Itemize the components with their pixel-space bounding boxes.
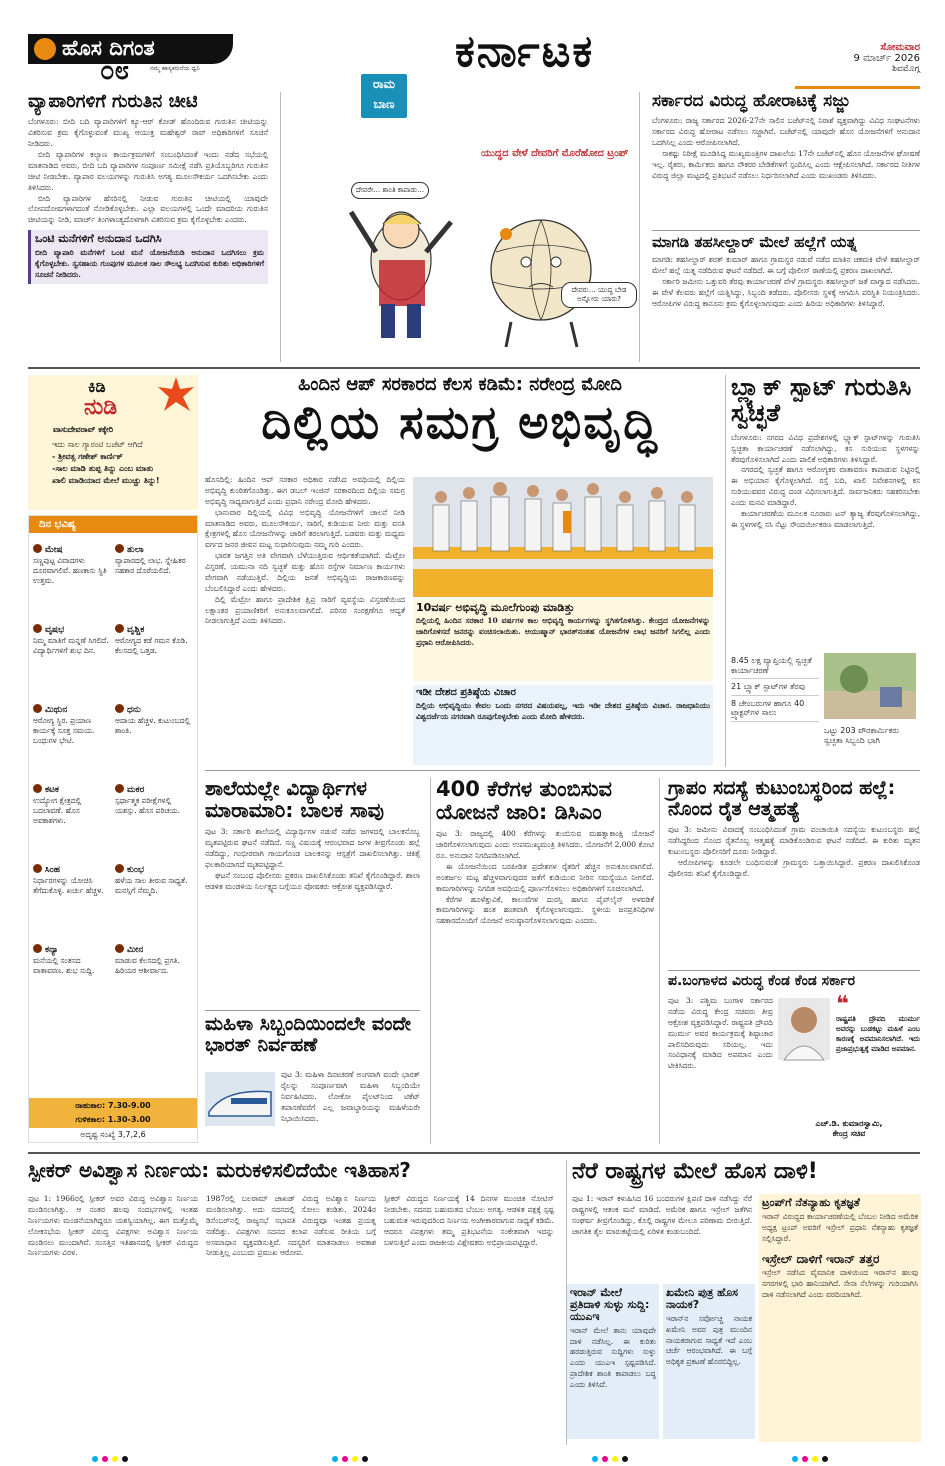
paragraph: ದಿಲ್ಲಿಯ ಅಭಿವೃದ್ಧಿಯು ಕೇವಲ ಒಂದು ನಗರದ ವಿಷಯವಲ್ಲ, ಇದು ಇಡೀ ದೇಶದ ಪ್ರತಿಷ್ಠೆಯ ವಿಚಾರ. ರಾಜಧಾನಿಯು ವಿಶ್ವದರ್ಜೆಯ ನಗರವಾಗಿ ರೂಪುಗೊಳ್ಳಬೇಕು ಎಂದು ಮೋದಿ ಹೇಳಿದರು. — [416, 700, 710, 721]
paragraph: ಪುಟ 3: ಜಮೀನು ವಿವಾದಕ್ಕೆ ಸಂಬಂಧಿಸಿದಂತೆ ಗ್ರಾಮ ಪಂಚಾಯಿತಿ ಸದಸ್ಯೆಯ ಕುಟುಂಬಸ್ಥರು ಹಲ್ಲೆ ನಡೆಸಿದ್ದರಿಂದ ನೊಂದ ರೈತನೊಬ್ಬ ಆತ್ಮಹತ್ಯೆ ಮಾಡಿಕೊಂಡಿರುವ ಘಟನೆ ನಡೆದಿದೆ. ಈ ಕುರಿತು ಮೃತನ ಕುಟುಂಬಸ್ಥರು ಪೊಲೀಸರಿಗೆ ದೂರು ನೀಡಿದ್ದಾರೆ. — [668, 825, 920, 856]
lead-col-1 — [205, 475, 405, 765]
paragraph: ಪುಟ 1: 1966ರಲ್ಲಿ ಸ್ಪೀಕರ್ ಅವರ ವಿರುದ್ಧ ಅವಿಶ್ವಾಸ ನಿರ್ಣಯ ಮಂಡಿಸಲಾಗಿತ್ತು. ಆ ನಂತರ ಹಲವು ಸಂದರ್ಭಗಳಲ್ಲಿ ಇಂತಹ ನಿರ್ಣಯಗಳು ಮಂಡನೆಯಾಗಿದ್ದರೂ ಯಶಸ್ವಿಯಾಗಿಲ್ಲ. ಈಗ ಮತ್ತೊಮ್ಮೆ ಲೋಕಸಭೆಯ ಸ್ಪೀಕರ್ ವಿರುದ್ಧ ವಿಪಕ್ಷಗಳು ಅವಿಶ್ವಾಸ ನಿರ್ಣಯ ಮಂಡಿಸಲು ಮುಂದಾಗಿವೆ. ಸಂಸತ್ತಿನ ಇತಿಹಾಸದಲ್ಲಿ ಸ್ಪೀಕರ್ ವಿರುದ್ಧದ ನಿರ್ಣಯಗಳು ವಿರಳ. — [28, 1194, 198, 1258]
rashi-item: ಧನು ಆದಾಯ ಹೆಚ್ಚಳ. ಕುಟುಂಬದಲ್ಲಿ ಶಾಂತಿ. — [115, 705, 191, 736]
box-title[interactable]: 10ವರ್ಷ ಅಭಿವೃದ್ಧಿ ಮೂಲೆಗುಂಪು ಮಾಡಿತ್ತು — [416, 601, 575, 614]
horoscope-title: ದಿನ ಭವಿಷ್ಯ — [29, 516, 197, 533]
paragraph: ಭಾರತ ಜಗತ್ತಿನ ಅತಿ ವೇಗವಾಗಿ ಬೆಳೆಯುತ್ತಿರುವ ಆರ್ಥಿಕತೆಯಾಗಿದೆ. ಮೆಟ್ರೋ ವಿಸ್ತರಣೆ, ಯಮುನಾ ನದಿ ಸ್ವಚ್ಛತೆ ಮತ್ತು ಹೊಸ ರಸ್ತೆಗಳ ನಿರ್ಮಾಣ ಕಾರ್ಯಗಳು ವೇಗವಾಗಿ ನಡೆಯುತ್ತಿವೆ. ದಿಲ್ಲಿಯ ಜನತೆ ಅಭಿವೃದ್ಧಿಯ ರಾಜಕಾರಣವನ್ನು ಬೆಂಬಲಿಸಿದ್ದಾರೆ ಎಂದು ಹೇಳಿದರು. — [205, 551, 405, 593]
paragraph: 1987ರಲ್ಲಿ ಬಲರಾಮ್ ಜಾಖಡ್ ವಿರುದ್ಧ ಅವಿಶ್ವಾಸ ನಿರ್ಣಯ ಮಂಡಿಸಲಾಗಿತ್ತು. ಅದು ಸದನದಲ್ಲಿ ಸೋಲು ಕಂಡಿತು. 2024ರ ಡಿಸೆಂಬರ್‌ನಲ್ಲಿ ರಾಜ್ಯಸಭೆ ಸಭಾಪತಿ ವಿರುದ್ಧವೂ ಇಂತಹ ಪ್ರಯತ್ನ ನಡೆದಿತ್ತು. ವಿಪಕ್ಷಗಳು ಸದನದ ಕಲಾಪ ನಡೆಸುವ ರೀತಿಯ ಬಗ್ಗೆ ಅಸಮಾಧಾನ ವ್ಯಕ್ತಪಡಿಸುತ್ತಿವೆ. ಸದಸ್ಯರಿಗೆ ಮಾತನಾಡಲು ಅವಕಾಶ ನೀಡುತ್ತಿಲ್ಲ ಎಂಬುದು ಪ್ರಮುಖ ಆರೋಪ. — [206, 1194, 376, 1258]
divider — [668, 970, 920, 971]
paragraph: ಬೀದಿ ವ್ಯಾಪಾರಿಗಳ ಕಲ್ಯಾಣ ಕಾರ್ಯಕ್ರಮಗಳಿಗೆ ಸಂಬಂಧಿಸಿದಂತೆ ಇಂದು ನಡೆದ ಸಭೆಯಲ್ಲಿ ಮಾತನಾಡಿದ ಅವರು, ಬೀದಿ ಬದಿ ವ್ಯಾಪಾರಿಗಳ ಸಂಪೂರ್ಣ ಸಮೀಕ್ಷೆ ನಡೆಸಿ ಪ್ರತಿಯೊಬ್ಬರಿಗೂ ಗುರುತಿನ ಚೀಟಿ ನೀಡಬೇಕು. ವ್ಯಾಪಾರ ವಲಯಗಳನ್ನು ಗುರುತಿಸಿ ಅಗತ್ಯ ಮೂಲಸೌಕರ್ಯ ಒದಗಿಸಬೇಕು ಎಂದು ತಿಳಿಸಿದರು. — [28, 150, 268, 192]
kidi-line: -ಸಾಲ ಮಾಡಿ ತುಪ್ಪ ತಿನ್ನು ಎಂಬ ಮಾತು — [52, 464, 154, 473]
lead-headline[interactable]: ದಿಲ್ಲಿಯ ಸಮಗ್ರ ಅಭಿವೃದ್ಧಿ — [261, 395, 659, 450]
rashi-item: ಕುಂಭ ಹಳೆಯ ಸಾಲ ತೀರುವ ಸಾಧ್ಯತೆ. ಮನಸ್ಸಿಗೆ ನೆಮ್ಮದಿ. — [115, 865, 188, 896]
nudi-title: ನುಡಿ — [84, 395, 118, 420]
story-protest — [652, 92, 920, 230]
headline[interactable]: ಮಾಗಡಿ ತಹಸೀಲ್ದಾರ್ ಮೇಲೆ ಹಲ್ಲೆಗೆ ಯತ್ನ — [652, 233, 857, 251]
paragraph: ಬೀದಿ ವ್ಯಾಪಾರಿಗಳ ಹೆಸರಿನಲ್ಲಿ ನೀಡುವ ಗುರುತಿನ ಚೀಟಿಯಲ್ಲಿ ಯಾವುದೇ ಲೋಪದೋಷಗಳಾಗದಂತೆ ನೋಡಿಕೊಳ್ಳಬೇಕು. ಎಲ್ಲಾ ವಲಯಗಳಲ್ಲಿ ಒಂದೇ ಮಾದರಿಯ ಗುರುತಿನ ಚೀಟಿಯನ್ನು ನೀಡಿ, ಮಾರ್ಚ್ ತಿಂಗಳಾಂತ್ಯದೊಳಗಾಗಿ ವಿತರಿಸುವ ಕ್ರಮ ಕೈಗೊಳ್ಳಬೇಕು ಎಂದರು. — [28, 193, 268, 225]
taurus-icon — [33, 624, 42, 633]
headline[interactable]: ನೆರೆ ರಾಷ್ಟ್ರಗಳ ಮೇಲೆ ಹೊಸ ದಾಳಿ! — [572, 1159, 818, 1184]
headline[interactable]: ಗ್ರಾಪಂ ಸದಸ್ಯೆ ಕುಟುಂಬಸ್ಥರಿಂದ ಹಲ್ಲೆ: ನೊಂದ ರೈತ ಆತ್ಮಹತ್ಯೆ — [668, 777, 896, 820]
paragraph: ಮಾಗಡಿ: ತಹಸೀಲ್ದಾರ್ ಶರತ್ ಕುಮಾರ್ ಹಾಗೂ ಗ್ರಾಮಸ್ಥರ ನಡುವೆ ನಡೆದ ಮಾತಿನ ಚಕಮಕಿ ವೇಳೆ ತಹಸೀಲ್ದಾರ್ ಮೇಲೆ ಹಲ್ಲೆ ಯತ್ನ ನಡೆದಿರುವ ಘಟನೆ ನಡೆದಿದೆ. ಈ ಬಗ್ಗೆ ಪೊಲೀಸ್ ಠಾಣೆಯಲ್ಲಿ ಪ್ರಕರಣ ದಾಖಲಾಗಿದೆ. — [652, 255, 920, 276]
world-sidebar — [759, 1194, 921, 1442]
cartoon-panel — [280, 77, 640, 362]
kidi-line: ಖಾಲಿ ಮಾಡಿಯಾದ ಮೇಲೆ ಮುಚ್ಚು ತಿನ್ನು! — [52, 476, 160, 485]
scorpio-icon — [115, 624, 124, 633]
kidi-nudi-box — [28, 375, 198, 510]
minister-photo[interactable] — [778, 998, 830, 1060]
paragraph: ಬೀದಿ ವ್ಯಾಪಾರಿ ಮನೆಗಳಿಗೆ ಒಂಟಿ ಮನೆ ಯೋಜನೆಯಡಿ ಅನುದಾನ ಒದಗಿಸಲು ಕ್ರಮ ಕೈಗೊಳ್ಳಬೇಕು. ಸ್ವಸಹಾಯ ಗುಂಪುಗಳ ಮೂಲಕ ಸಾಲ ಸೌಲಭ್ಯ ಒದಗಿಸುವ ಕುರಿತು ಅಧಿಕಾರಿಗಳಿಗೆ ಸೂಚನೆ ನೀಡಿದರು. — [35, 248, 264, 279]
rahukala: ರಾಹುಕಾಲ: 7.30-9.00 — [75, 1101, 151, 1110]
leo-icon — [33, 864, 42, 873]
train-photo[interactable] — [205, 1072, 275, 1126]
story-street-vendors — [28, 92, 268, 362]
author: ವಾಸುದೇವರಾವ್ ಕಕ್ಕೇರಿ — [53, 425, 114, 434]
paragraph: ಇರಾನ್ ಮೇಲೆ ತಾನು ಯಾವುದೇ ದಾಳಿ ನಡೆಸಿಲ್ಲ. ಈ ಕುರಿತು ಹರಡುತ್ತಿರುವ ಸುದ್ದಿಗಳು ಸುಳ್ಳು ಎಂದು ಯುಎಇ ಸ್ಪಷ್ಟಪಡಿಸಿದೆ. ಪ್ರಾದೇಶಿಕ ಶಾಂತಿ ಕಾಪಾಡಲು ಬದ್ಧ ಎಂದು ತಿಳಿಸಿದೆ. — [570, 1325, 656, 1389]
cartoon-illustration — [281, 142, 641, 360]
lucky-number: ಅದೃಷ್ಟ ಸಂಖ್ಯೆ 3,7,2,6 — [80, 1130, 146, 1139]
box-title[interactable]: ಟ್ರಂಪ್‌ಗೆ ನೆತನ್ಯಾಹು ಕೃತಜ್ಞತೆ — [762, 1196, 860, 1209]
horoscope-left-col — [33, 544, 111, 1014]
story-world — [566, 1160, 920, 1445]
paragraph: ಕಾರ್ಯಾಚರಣೆಯ ಮೂಲಕ ನೂರಾರು ಟನ್ ತ್ಯಾಜ್ಯ ತೆರವುಗೊಳಿಸಲಾಗಿದ್ದು, ಈ ಸ್ಥಳಗಳಲ್ಲಿ ಸಸಿ ನೆಟ್ಟು ಸೌಂದರ್ಯೀಕರಣ ಮಾಡಲಾಗುತ್ತಿದೆ. — [731, 508, 920, 529]
paragraph: ಪುಟ 1: ಇರಾನ್ ಕಳುಹಿಸಿದ 16 ಬಂದರುಗಳ ಕ್ಷಿಪಣಿ ದಾಳಿ ನಡೆಸಿದ್ದು ನೆರೆ ರಾಷ್ಟ್ರಗಳಲ್ಲಿ ಆತಂಕ ಮನೆ ಮಾಡಿದೆ. ಅಮೆರಿಕ ಹಾಗೂ ಇಸ್ರೇಲ್ ಜತೆಗಿನ ಸಂಘರ್ಷ ತೀವ್ರಗೊಂಡಿದ್ದು, ಕೊಲ್ಲಿ ರಾಷ್ಟ್ರಗಳ ಮೇಲೂ ಪರಿಣಾಮ ಬೀರುತ್ತಿದೆ. ಜಾಗತಿಕ ತೈಲ ಮಾರುಕಟ್ಟೆಯಲ್ಲಿ ಏರಿಳಿತ ಕಂಡುಬಂದಿದೆ. — [572, 1194, 752, 1236]
lead-box-2 — [413, 685, 713, 765]
section-title: ಕರ್ನಾಟಕ — [455, 26, 595, 77]
lead-photo[interactable] — [413, 477, 713, 597]
rahukala-box — [29, 1098, 197, 1128]
headline[interactable]: ಬ್ಲ್ಯಾಕ್ ಸ್ಪಾಟ್ ಗುರುತಿಸಿ ಸ್ವಚ್ಛತೆ — [731, 373, 912, 427]
section-rule — [28, 1152, 920, 1154]
divider — [205, 1010, 420, 1011]
headline[interactable]: ಮಹಿಳಾ ಸಿಬ್ಬಂದಿಯಿಂದಲೇ ವಂದೇ ಭಾರತ್ ನಿರ್ವಹಣೆ — [205, 1013, 411, 1056]
virgo-icon — [33, 944, 42, 953]
fact-item: ಒಟ್ಟು 203 ಪೌರಕಾರ್ಮಿಕರು ಸ್ವಚ್ಛತಾ ಸಿಬ್ಬಂದಿ ಭಾಗಿ — [824, 726, 900, 745]
paragraph: ಬೆಂಗಳೂರು: ಬೀದಿ ಬದಿ ವ್ಯಾಪಾರಿಗಳಿಗೆ ಕ್ಯೂ-ಆರ್ ಕೋಡ್ ಹೊಂದಿರುವ ಗುರುತಿನ ಚೀಟಿಯನ್ನು ವಿತರಿಸುವ ಕ್ರಮ ಕೈಗೊಳ್ಳುವಂತೆ ಮುಖ್ಯ ಆಯುಕ್ತ ಮಹೇಶ್ವರ್ ರಾವ್ ಅಧಿಕಾರಿಗಳಿಗೆ ಸೂಚನೆ ನೀಡಿದರು. — [28, 117, 268, 149]
story-lakes — [430, 778, 660, 1144]
logo-emblem-icon — [34, 38, 56, 60]
date-block — [810, 42, 920, 86]
date: 9 ಮಾರ್ಚ್ 2026 — [853, 53, 920, 64]
story-black-spot — [725, 375, 920, 767]
paragraph: ನಗರದಲ್ಲಿ ಸ್ವಚ್ಛತೆ ಹಾಗೂ ಆರೋಗ್ಯಕರ ವಾತಾವರಣ ಕಾಪಾಡುವ ನಿಟ್ಟಿನಲ್ಲಿ ಈ ಅಭಿಯಾನ ಕೈಗೊಳ್ಳಲಾಗಿದೆ. ರಸ್ತೆ ಬದಿ, ಖಾಲಿ ನಿವೇಶನಗಳಲ್ಲಿ ಕಸ ಸುರಿಯುವವರ ವಿರುದ್ಧ ದಂಡ ವಿಧಿಸಲಾಗುತ್ತಿದೆ. ಸಾರ್ವಜನಿಕರು ಸಹಕರಿಸಬೇಕು ಎಂದು ಮನವಿ ಮಾಡಿದ್ದಾರೆ. — [731, 465, 920, 508]
rashi-item: ಮೇಷ ಸಣ್ಣಪುಟ್ಟ ವಿವಾದಗಳು ದೂರವಾಗಲಿವೆ. ಹಣಕಾಸು ಸ್ಥಿತಿ ಉತ್ತಮ. — [33, 545, 107, 586]
paragraph: ಈ ಯೋಜನೆಯಿಂದ ಬರಪೀಡಿತ ಪ್ರದೇಶಗಳ ರೈತರಿಗೆ ಹೆಚ್ಚಿನ ಅನುಕೂಲವಾಗಲಿದೆ. ಅಂತರ್ಜಲ ಮಟ್ಟ ಹೆಚ್ಚಳವಾಗುವುದರ ಜತೆಗೆ ಕುಡಿಯುವ ನೀರಿನ ಸಮಸ್ಯೆಯೂ ನೀಗಲಿದೆ. ಕಾಮಗಾರಿಗಳನ್ನು ನಿಗದಿತ ಅವಧಿಯಲ್ಲಿ ಪೂರ್ಣಗೊಳಿಸಲು ಅಧಿಕಾರಿಗಳಿಗೆ ಸೂಚಿಸಲಾಗಿದೆ. — [436, 861, 654, 893]
horoscope-box — [28, 515, 198, 1143]
box-title[interactable]: ಇರಾನ್ ಮೇಲೆ ಪ್ರತಿದಾಳಿ ಸುಳ್ಳು ಸುದ್ದಿ: ಯುಎಇ — [570, 1286, 650, 1323]
lead-story — [205, 375, 715, 767]
section-rule — [28, 367, 920, 369]
page-number: ೦೮ — [100, 56, 130, 86]
kidi-line: ಇದು ಸಾಲ ಗ್ಯಾರಂಟಿ ಬಜೆಟ್ ಆಗಿದೆ — [52, 440, 143, 449]
ramabana-badge: ರಾಮ ಬಾಣ — [361, 74, 407, 118]
paragraph: ಭಾನುವಾರ ದಿಲ್ಲಿಯಲ್ಲಿ ವಿವಿಧ ಅಭಿವೃದ್ಧಿ ಯೋಜನೆಗಳಿಗೆ ಚಾಲನೆ ನೀಡಿ ಮಾತನಾಡಿದ ಅವರು, ಮೂಲಸೌಕರ್ಯ, ಸಾರಿಗೆ, ಕುಡಿಯುವ ನೀರು ಮತ್ತು ವಸತಿ ಕ್ಷೇತ್ರಗಳಲ್ಲಿ ಹೊಸ ಯೋಜನೆಗಳನ್ನು ಜಾರಿಗೆ ತರಲಾಗುತ್ತಿದೆ. ಬಡವರು ಮತ್ತು ಮಧ್ಯಮ ವರ್ಗದ ಜನರ ಜೀವನ ಮಟ್ಟ ಸುಧಾರಿಸುವುದು ನಮ್ಮ ಗುರಿ ಎಂದರು. — [205, 507, 405, 550]
rashi-item: ವೃಷಭ ನಿಮ್ಮ ಮಾತಿಗೆ ಮನ್ನಣೆ ಸಿಗಲಿದೆ. ವಿದ್ಯಾರ್ಥಿಗಳಿಗೆ ಶುಭ ದಿನ. — [33, 625, 109, 656]
section-rule — [205, 770, 920, 771]
headline[interactable]: ಸ್ಪೀಕರ್ ಅವಿಶ್ವಾಸ ನಿರ್ಣಯ: ಮರುಕಳಿಸಲಿದೆಯೇ ಇತಿಹಾಸ? — [28, 1158, 411, 1182]
paragraph: ಬೆಂಗಳೂರು: ರಾಜ್ಯ ಸರ್ಕಾರದ 2026-27ನೇ ಸಾಲಿನ ಬಜೆಟ್‌ನಲ್ಲಿ ನಿರಾಶೆ ವ್ಯಕ್ತವಾಗಿದ್ದು ವಿವಿಧ ಸಂಘಟನೆಗಳು ಸರ್ಕಾರದ ವಿರುದ್ಧ ಹೋರಾಟ ನಡೆಸಲು ಸಜ್ಜಾಗಿವೆ. ಬಜೆಟ್‌ನಲ್ಲಿ ಯಾವುದೇ ಹೊಸ ಯೋಜನೆಗಳಿಗೆ ಅನುದಾನ ಒದಗಿಸಿಲ್ಲ ಎಂದು ಆರೋಪಿಸಲಾಗಿದೆ. — [652, 116, 920, 148]
fact-item: 8.45 ಲಕ್ಷ ವ್ಯಾಪ್ತಿಯಲ್ಲಿ ಸ್ವಚ್ಛತೆ ಕಾರ್ಯಾಚರಣೆ — [731, 653, 819, 679]
city: ಶಿವಮೊಗ್ಗ — [892, 64, 920, 74]
paragraph: ಬೆಂಗಳೂರು: ನಗರದ ವಿವಿಧ ಪ್ರದೇಶಗಳಲ್ಲಿ ಬ್ಲ್ಯಾಕ್ ಸ್ಪಾಟ್‌ಗಳನ್ನು ಗುರುತಿಸಿ ಸ್ವಚ್ಛತಾ ಕಾರ್ಯಾಚರಣೆ ನಡೆಸಲಾಗಿದ್ದು, ಕಸ ಸುರಿಯುವ ಸ್ಥಳಗಳನ್ನು ತೆರವುಗೊಳಿಸಲಾಗಿದೆ ಎಂದು ಪಾಲಿಕೆ ಅಧಿಕಾರಿಗಳು ತಿಳಿಸಿದ್ದಾರೆ. — [731, 432, 920, 464]
logo-block[interactable] — [28, 34, 233, 64]
aries-icon — [33, 544, 42, 553]
spark-icon — [158, 377, 194, 413]
paragraph: ಘಟನೆ ಸಂಬಂಧ ಪೊಲೀಸರು ಪ್ರಕರಣ ದಾಖಲಿಸಿಕೊಂಡು ತನಿಖೆ ಕೈಗೊಂಡಿದ್ದಾರೆ. ಶಾಲಾ ಆಡಳಿತ ಮಂಡಳಿಯ ನಿರ್ಲಕ್ಷ್ಯದ ಬಗ್ಗೆಯೂ ಪೋಷಕರು ಆಕ್ರೋಶ ವ್ಯಕ್ತಪಡಿಸಿದ್ದಾರೆ. — [205, 870, 420, 891]
paragraph: ಸರ್ಕಾರಿ ಜಮೀನು ಒತ್ತುವರಿ ತೆರವು ಕಾರ್ಯಾಚರಣೆ ವೇಳೆ ಗ್ರಾಮಸ್ಥರು ತಹಸೀಲ್ದಾರ್ ಜತೆ ವಾಗ್ವಾದ ನಡೆಸಿದರು. ಈ ವೇಳೆ ಕೆಲವರು ಹಲ್ಲೆಗೆ ಯತ್ನಿಸಿದ್ದು, ಸಿಬ್ಬಂದಿ ತಡೆದರು. ಪೊಲೀಸರು ಸ್ಥಳಕ್ಕೆ ಆಗಮಿಸಿ ಪರಿಸ್ಥಿತಿ ನಿಯಂತ್ರಿಸಿದರು. ಆರೋಪಿಗಳ ವಿರುದ್ಧ ಕಾನೂನು ಕ್ರಮ ಕೈಗೊಳ್ಳಲಾಗುವುದು ಎಂದು ಹಿರಿಯ ಅಧಿಕಾರಿಗಳು ತಿಳಿಸಿದ್ದಾರೆ. — [652, 276, 920, 308]
kidi-lines — [52, 439, 196, 487]
fact-item: 8 ಚೇಂಬರುಗಳ ಹಾಗೂ 40 ಟ್ರ್ಯಾಕ್ಟರ್‌ಗಳ ಸಾಲು — [731, 696, 819, 722]
paragraph: ಇರಾನ್‌ನ ಸರ್ವೋಚ್ಚ ನಾಯಕ ಖಮೇನಿ ಅವರ ಪುತ್ರ ಮುಂದಿನ ನಾಯಕರಾಗುವ ಸಾಧ್ಯತೆ ಇದೆ ಎಂಬ ಚರ್ಚೆ ಆರಂಭವಾಗಿದೆ. ಈ ಬಗ್ಗೆ ಅಧಿಕೃತ ಪ್ರಕಟಣೆ ಹೊರಬಿದ್ದಿಲ್ಲ. — [666, 1313, 752, 1367]
story-vande-bharat — [205, 1014, 420, 1144]
story-farmer — [668, 778, 920, 968]
logo-text: ಹೊಸ ದಿಗಂತ — [62, 36, 155, 60]
divider — [652, 230, 920, 231]
rashi-item: ಕಟಕ ಉದ್ಯೋಗ ಕ್ಷೇತ್ರದಲ್ಲಿ ಬದಲಾವಣೆ. ಹೊಸ ಅವಕಾಶಗಳು. — [33, 785, 82, 826]
fact-item: 21 ಬ್ಲ್ಯಾಕ್ ಸ್ಪಾಟ್‌ಗಳ ತೆರವು — [731, 679, 819, 696]
box-title[interactable]: ಇಸ್ರೇಲ್ ದಾಳಿಗೆ ಇರಾನ್ ತತ್ತರ — [762, 1251, 880, 1266]
subhead-box — [28, 230, 268, 284]
paragraph: ಪುಟ 3: ಮಹಿಳಾ ದಿನಾಚರಣೆ ಅಂಗವಾಗಿ ವಂದೇ ಭಾರತ್ ರೈಲನ್ನು ಸಂಪೂರ್ಣವಾಗಿ ಮಹಿಳಾ ಸಿಬ್ಬಂದಿಯೇ ನಿರ್ವಹಿಸಿದರು. ಲೋಕೋ ಪೈಲಟ್‌ನಿಂದ ಟಿಕೆಟ್ ತಪಾಸಣೆವರೆಗೆ ಎಲ್ಲ ಜವಾಬ್ದಾರಿಯನ್ನು ಮಹಿಳೆಯರೇ ನಿಭಾಯಿಸಿದರು. — [281, 1070, 420, 1123]
horoscope-right-col — [115, 544, 193, 1014]
masthead — [0, 0, 945, 92]
paragraph: ಸ್ಪೀಕರ್ ವಿರುದ್ಧದ ನಿರ್ಣಯಕ್ಕೆ 14 ದಿನಗಳ ಮುಂಚಿತ ನೋಟಿಸ್ ನೀಡಬೇಕು. ಸದನದ ಬಹುಮತದ ಬೆಂಬಲ ಅಗತ್ಯ. ಆಡಳಿತ ಪಕ್ಷಕ್ಕೆ ಸ್ಪಷ್ಟ ಬಹುಮತ ಇರುವುದರಿಂದ ನಿರ್ಣಯ ಅಂಗೀಕಾರವಾಗುವ ಸಾಧ್ಯತೆ ಕಡಿಮೆ. ಆದರೂ ವಿಪಕ್ಷಗಳು ತಮ್ಮ ಪ್ರತಿಭಟನೆಯ ಸಂಕೇತವಾಗಿ ಇದನ್ನು ಬಳಸುತ್ತಿವೆ ಎಂದು ರಾಜಕೀಯ ವಿಶ್ಲೇಷಕರು ಅಭಿಪ್ರಾಯಪಟ್ಟಿದ್ದಾರೆ. — [384, 1194, 554, 1247]
aquarius-icon — [115, 864, 124, 873]
rashi-item: ಮೀನ ಮಾಡುವ ಕೆಲಸದಲ್ಲಿ ಪ್ರಗತಿ. ಹಿರಿಯರ ಆಶೀರ್ವಾದ. — [115, 945, 180, 976]
rashi-item: ಕನ್ಯಾ ಮನೆಯಲ್ಲಿ ಸಂತಸದ ವಾತಾವರಣ. ಶುಭ ಸುದ್ದಿ. — [33, 945, 95, 976]
gemini-icon — [33, 704, 42, 713]
kidi-line: - ಶ್ರೀವತ್ಸ ಗಣೇಶ್ ಕಾರ್ಣಿಕ್ — [52, 452, 123, 461]
paragraph: ದಿಲ್ಲಿಯಲ್ಲಿ ಹಿಂದಿನ ಸರಕಾರ 10 ವರ್ಷಗಳ ಕಾಲ ಅಭಿವೃದ್ಧಿ ಕಾರ್ಯಗಳನ್ನು ಸ್ಥಗಿತಗೊಳಿಸಿತ್ತು. ಕೇಂದ್ರದ ಯೋಜನೆಗಳನ್ನು ಜಾರಿಗೊಳಿಸದೆ ಜನರನ್ನು ವಂಚಿಸಲಾಯಿತು. ಆಯುಷ್ಮಾನ್ ಭಾರತ್‌ನಂತಹ ಯೋಜನೆಗಳ ಲಾಭ ಜನರಿಗೆ ಸಿಗಲಿಲ್ಲ ಎಂದು ಪ್ರಧಾನಿ ಆರೋಪಿಸಿದರು. — [416, 615, 710, 647]
quote-author: ಎಚ್.ಡಿ. ಕುಮಾರಸ್ವಾಮಿ, ಕೇಂದ್ರ ಸಚಿವ — [815, 1119, 883, 1138]
fact-list — [731, 653, 819, 722]
logo-tag: ನಮ್ಮ ಹಾಸ್ಯಕರುನೆಯ ಧ್ವನಿ — [150, 65, 200, 72]
headline[interactable]: 400 ಕೆರೆಗಳ ತುಂಬಿಸುವ ಯೋಜನೆ ಜಾರಿ: ಡಿಸಿಎಂ — [436, 777, 612, 824]
paragraph: ಪುಟ 3: ರಾಜ್ಯದಲ್ಲಿ 400 ಕೆರೆಗಳನ್ನು ತುಂಬಿಸುವ ಮಹತ್ವಾಕಾಂಕ್ಷಿ ಯೋಜನೆ ಜಾರಿಗೊಳಿಸಲಾಗುವುದು ಎಂದು ಉಪಮುಖ್ಯಮಂತ್ರಿ ತಿಳಿಸಿದರು. ಯೋಜನೆಗೆ 2,000 ಕೋಟಿ ರೂ. ಅನುದಾನ ನಿಗದಿಪಡಿಸಲಾಗಿದೆ. — [436, 829, 654, 861]
paragraph: ಕೆರೆಗಳ ಹೂಳೆತ್ತುವಿಕೆ, ಕಾಲುವೆಗಳ ದುರಸ್ತಿ ಹಾಗೂ ಪೈಪ್‌ಲೈನ್ ಅಳವಡಿಕೆ ಕಾಮಗಾರಿಗಳನ್ನು ಹಂತ ಹಂತವಾಗಿ ಕೈಗೊಳ್ಳಲಾಗುವುದು. ಸ್ಥಳೀಯ ಜನಪ್ರತಿನಿಧಿಗಳ ಸಹಕಾರದೊಂದಿಗೆ ಯೋಜನೆ ಅನುಷ್ಠಾನಗೊಳಿಸಲಾಗುವುದು ಎಂದರು. — [436, 894, 654, 926]
paragraph: ಹೊಸದಿಲ್ಲಿ: ಹಿಂದಿನ ಆಪ್ ಸರಕಾರ ಅಧಿಕಾರ ನಡೆಸಿದ ಅವಧಿಯಲ್ಲಿ ದಿಲ್ಲಿಯ ಅಭಿವೃದ್ಧಿ ಕುಂಠಿತಗೊಂಡಿತ್ತು. ಈಗ ಡಬಲ್ ಇಂಜಿನ್ ಸರಕಾರದಿಂದ ದಿಲ್ಲಿಯ ಸಮಗ್ರ ಅಭಿವೃದ್ಧಿ ಸಾಧ್ಯವಾಗುತ್ತಿದೆ ಎಂದು ಪ್ರಧಾನಿ ನರೇಂದ್ರ ಮೋದಿ ಹೇಳಿದರು. — [205, 475, 405, 506]
rashi-item: ಸಿಂಹ ನಿರ್ಧಾರಗಳನ್ನು ಯೋಚಿಸಿ ತೆಗೆದುಕೊಳ್ಳಿ. ಖರ್ಚು ಹೆಚ್ಚಳ. — [33, 865, 104, 896]
trump-figure — [351, 212, 451, 338]
world-box-1 — [567, 1284, 659, 1439]
story-speaker — [28, 1160, 558, 1445]
cancer-icon — [33, 784, 42, 793]
paragraph: ಆರೋಪಿಗಳನ್ನು ಕೂಡಲೇ ಬಂಧಿಸುವಂತೆ ಗ್ರಾಮಸ್ಥರು ಒತ್ತಾಯಿಸಿದ್ದಾರೆ. ಪ್ರಕರಣ ದಾಖಲಿಸಿಕೊಂಡ ಪೊಲೀಸರು ತನಿಖೆ ಕೈಗೊಂಡಿದ್ದಾರೆ. — [668, 857, 920, 878]
day: ಸೋಮವಾರ — [880, 42, 920, 53]
print-marks — [90, 1447, 850, 1457]
lead-box-1 — [413, 599, 713, 681]
kidi-title: ಕಿಡಿ — [88, 377, 106, 396]
box-title[interactable]: ಇಡೀ ದೇಶದ ಪ್ರತಿಷ್ಠೆಯ ವಿಚಾರ — [416, 687, 516, 698]
pisces-icon — [115, 944, 124, 953]
capricorn-icon — [115, 784, 124, 793]
sagittarius-icon — [115, 704, 124, 713]
rashi-item: ತುಲಾ ವ್ಯಾಪಾರದಲ್ಲಿ ಲಾಭ. ಸ್ನೇಹಿತರ ಸಹಕಾರ ದೊರೆಯಲಿದೆ. — [115, 545, 186, 576]
rashi-item: ಮಕರ ಸ್ಪರ್ಧಾತ್ಮಕ ಪರೀಕ್ಷೆಗಳಲ್ಲಿ ಯಶಸ್ಸು. ಹೊಸ ಪರಿಚಯ. — [115, 785, 180, 816]
paragraph: ಇರಾನ್ ವಿರುದ್ಧದ ಕಾರ್ಯಾಚರಣೆಯಲ್ಲಿ ಬೆಂಬಲ ನೀಡಿದ ಅಮೆರಿಕ ಅಧ್ಯಕ್ಷ ಟ್ರಂಪ್ ಅವರಿಗೆ ಇಸ್ರೇಲ್ ಪ್ರಧಾನಿ ನೆತನ್ಯಾಹು ಕೃತಜ್ಞತೆ ಸಲ್ಲಿಸಿದ್ದಾರೆ. — [762, 1211, 918, 1243]
paragraph: ಪುಟ 3: ಸರ್ಕಾರಿ ಶಾಲೆಯಲ್ಲಿ ವಿದ್ಯಾರ್ಥಿಗಳ ನಡುವೆ ನಡೆದ ಜಗಳದಲ್ಲಿ ಬಾಲಕನೊಬ್ಬ ಮೃತಪಟ್ಟಿರುವ ಘಟನೆ ನಡೆದಿದೆ. ಸಣ್ಣ ವಿಷಯಕ್ಕೆ ಆರಂಭವಾದ ಜಗಳ ತೀವ್ರಗೊಂಡು ಹಲ್ಲೆ ನಡೆದಿದ್ದು, ಗಂಭೀರವಾಗಿ ಗಾಯಗೊಂಡ ಬಾಲಕನನ್ನು ಆಸ್ಪತ್ರೆಗೆ ದಾಖಲಿಸಲಾಗಿತ್ತು. ಚಿಕಿತ್ಸೆ ಫಲಕಾರಿಯಾಗದೆ ಮೃತಪಟ್ಟಿದ್ದಾನೆ. — [205, 827, 420, 869]
headline[interactable]: ಸರ್ಕಾರದ ವಿರುದ್ಧ ಹೋರಾಟಕ್ಕೆ ಸಜ್ಜು — [652, 91, 851, 111]
paragraph: ಪುಟ 3: ಪಶ್ಚಿಮ ಬಂಗಾಳ ಸರ್ಕಾರದ ನಡೆಯ ವಿರುದ್ಧ ಕೇಂದ್ರ ಸಚಿವರು ತೀವ್ರ ಆಕ್ರೋಶ ವ್ಯಕ್ತಪಡಿಸಿದ್ದಾರೆ. ರಾಷ್ಟ್ರಪತಿ ದ್ರೌಪದಿ ಮುರ್ಮು ಅವರ ಕಾರ್ಯಕ್ರಮಕ್ಕೆ ಶಿಷ್ಟಾಚಾರ ಪಾಲಿಸದಿರುವುದು ಸರಿಯಲ್ಲ. ಇದು ಸಂವಿಧಾನಕ್ಕೆ ಮಾಡಿದ ಅಪಮಾನ ಎಂದು ಟೀಕಿಸಿದರು. — [668, 996, 773, 1071]
quote-icon: ❝ — [836, 992, 849, 1017]
cleanup-photo[interactable] — [824, 653, 916, 719]
libra-icon — [115, 544, 124, 553]
headline[interactable]: ಶಾಲೆಯಲ್ಲೇ ವಿದ್ಯಾರ್ಥಿಗಳ ಮಾರಾಮಾರಿ: ಬಾಲಕ ಸಾವು — [205, 776, 384, 822]
subheadline[interactable]: ಒಂಟಿ ಮನೆಗಳಿಗೆ ಅನುದಾನ ಒದಗಿಸಿ — [35, 232, 162, 246]
box-title[interactable]: ಖಮೇನಿ ಪುತ್ರ ಹೊಸ ನಾಯಕ? — [666, 1286, 739, 1311]
world-box-2 — [663, 1284, 755, 1439]
story-west-bengal — [668, 974, 920, 1144]
cartoon-caption: ಯುದ್ಧದ ವೇಳೆ ದೇವರಿಗೆ ಮೊರೆಹೋದ ಟ್ರಂಪ್ — [481, 148, 629, 159]
quote: ರಾಷ್ಟ್ರಪತಿ ದ್ರೌಪದಿ ಮುರ್ಮು ಅವರನ್ನು ಬುಡಕಟ್ಟು ಮಹಿಳೆ ಎಂಬ ಕಾರಣಕ್ಕೆ ಅವಮಾನಿಸಲಾಗಿದೆ. ಇದು ಪ್ರಜಾಪ್ರಭುತ್ವಕ್ಕೆ ಮಾಡಿದ ಅಪಮಾನ. — [836, 1014, 920, 1054]
speech-bubble: ದೇವರು… ಯುದ್ಧ ಬೇಡ ಅನ್ನೋರು ಯಾರು? — [561, 282, 637, 308]
headline[interactable]: ವ್ಯಾಪಾರಿಗಳಿಗೆ ಗುರುತಿನ ಚೀಟಿ — [28, 91, 198, 112]
kicker[interactable]: ಹಿಂದಿನ ಆಪ್ ಸರಕಾರದ ಕೆಲಸ ಕಡಿಮೆ: ನರೇಂದ್ರ ಮೋದಿ — [298, 374, 622, 395]
story-school — [205, 778, 420, 1008]
story-magadi — [652, 234, 920, 364]
gulika: ಗುಳಿಕಕಾಲ: 1.30-3.00 — [75, 1115, 151, 1124]
masthead-orange-rule — [795, 86, 920, 89]
paragraph: ದಿಲ್ಲಿ ಮೆಟ್ರೋ ಹಾಗೂ ಪ್ರಾದೇಶಿಕ ಕ್ಷಿಪ್ರ ಸಾರಿಗೆ ವ್ಯವಸ್ಥೆಯ ವಿಸ್ತರಣೆಯಿಂದ ಲಕ್ಷಾಂತರ ಪ್ರಯಾಣಿಕರಿಗೆ ಅನುಕೂಲವಾಗಲಿದೆ. ಪರಿಸರ ಸಂರಕ್ಷಣೆಗೂ ಆದ್ಯತೆ ನೀಡಲಾಗುತ್ತಿದೆ ಎಂದು ತಿಳಿಸಿದರು. — [205, 594, 405, 626]
speech-bubble: ದೇವರೇ… ಶಾಂತಿ ಕಾಪಾಡು… — [351, 182, 429, 199]
paragraph: ಸಾಕಷ್ಟು ನಿರೀಕ್ಷೆ ಮೂಡಿಸಿದ್ದ ಮುಖ್ಯಮಂತ್ರಿಗಳ ದಾಖಲೆಯ 17ನೇ ಬಜೆಟ್‌ನಲ್ಲಿ ಹೊಸ ಯೋಜನೆಗಳ ಘೋಷಣೆ ಇಲ್ಲ. ರೈತರು, ಕಾರ್ಮಿಕರು ಹಾಗೂ ನೌಕರರ ಬೇಡಿಕೆಗಳಿಗೆ ಸ್ಪಂದಿಸಿಲ್ಲ ಎಂದು ಆಕ್ಷೇಪಿಸಲಾಗಿದೆ. ಸರ್ಕಾರದ ನೀತಿಗಳ ವಿರುದ್ಧ ಜಿಲ್ಲಾ ಮಟ್ಟದಲ್ಲಿ ಪ್ರತಿಭಟನೆ ನಡೆಸಲು ನಿರ್ಧರಿಸಲಾಗಿದೆ ಎಂದು ಮುಖಂಡರು ತಿಳಿಸಿದರು. — [652, 148, 920, 180]
headline[interactable]: ಪ.ಬಂಗಾಳದ ವಿರುದ್ಧ ಕೆಂಡ ಕೆಂಡ ಸರ್ಕಾರ — [668, 973, 855, 989]
rashi-item: ವೃಶ್ಚಿಕ ಆರೋಗ್ಯದ ಕಡೆ ಗಮನ ಕೊಡಿ. ಕೆಲಸದಲ್ಲಿ ಒತ್ತಡ. — [115, 625, 188, 656]
paragraph: ಇಸ್ರೇಲ್ ನಡೆಸಿದ ವೈಮಾನಿಕ ದಾಳಿಯಿಂದ ಇರಾನ್‌ನ ಹಲವು ನಗರಗಳಲ್ಲಿ ಭಾರಿ ಹಾನಿಯಾಗಿದೆ. ಸೇನಾ ನೆಲೆಗಳನ್ನು ಗುರಿಯಾಗಿಸಿ ದಾಳಿ ನಡೆಸಲಾಗಿದೆ ಎಂದು ವರದಿಯಾಗಿದೆ. — [762, 1268, 918, 1300]
rashi-item: ಮಿಥುನ ಆರೋಗ್ಯ ಸ್ಥಿರ. ಪ್ರಯಾಣ ಕಾರ್ಯಕ್ಕೆ ಸೂಕ್ತ ಸಮಯ. ಬಂಧುಗಳ ಭೇಟಿ. — [33, 705, 95, 746]
